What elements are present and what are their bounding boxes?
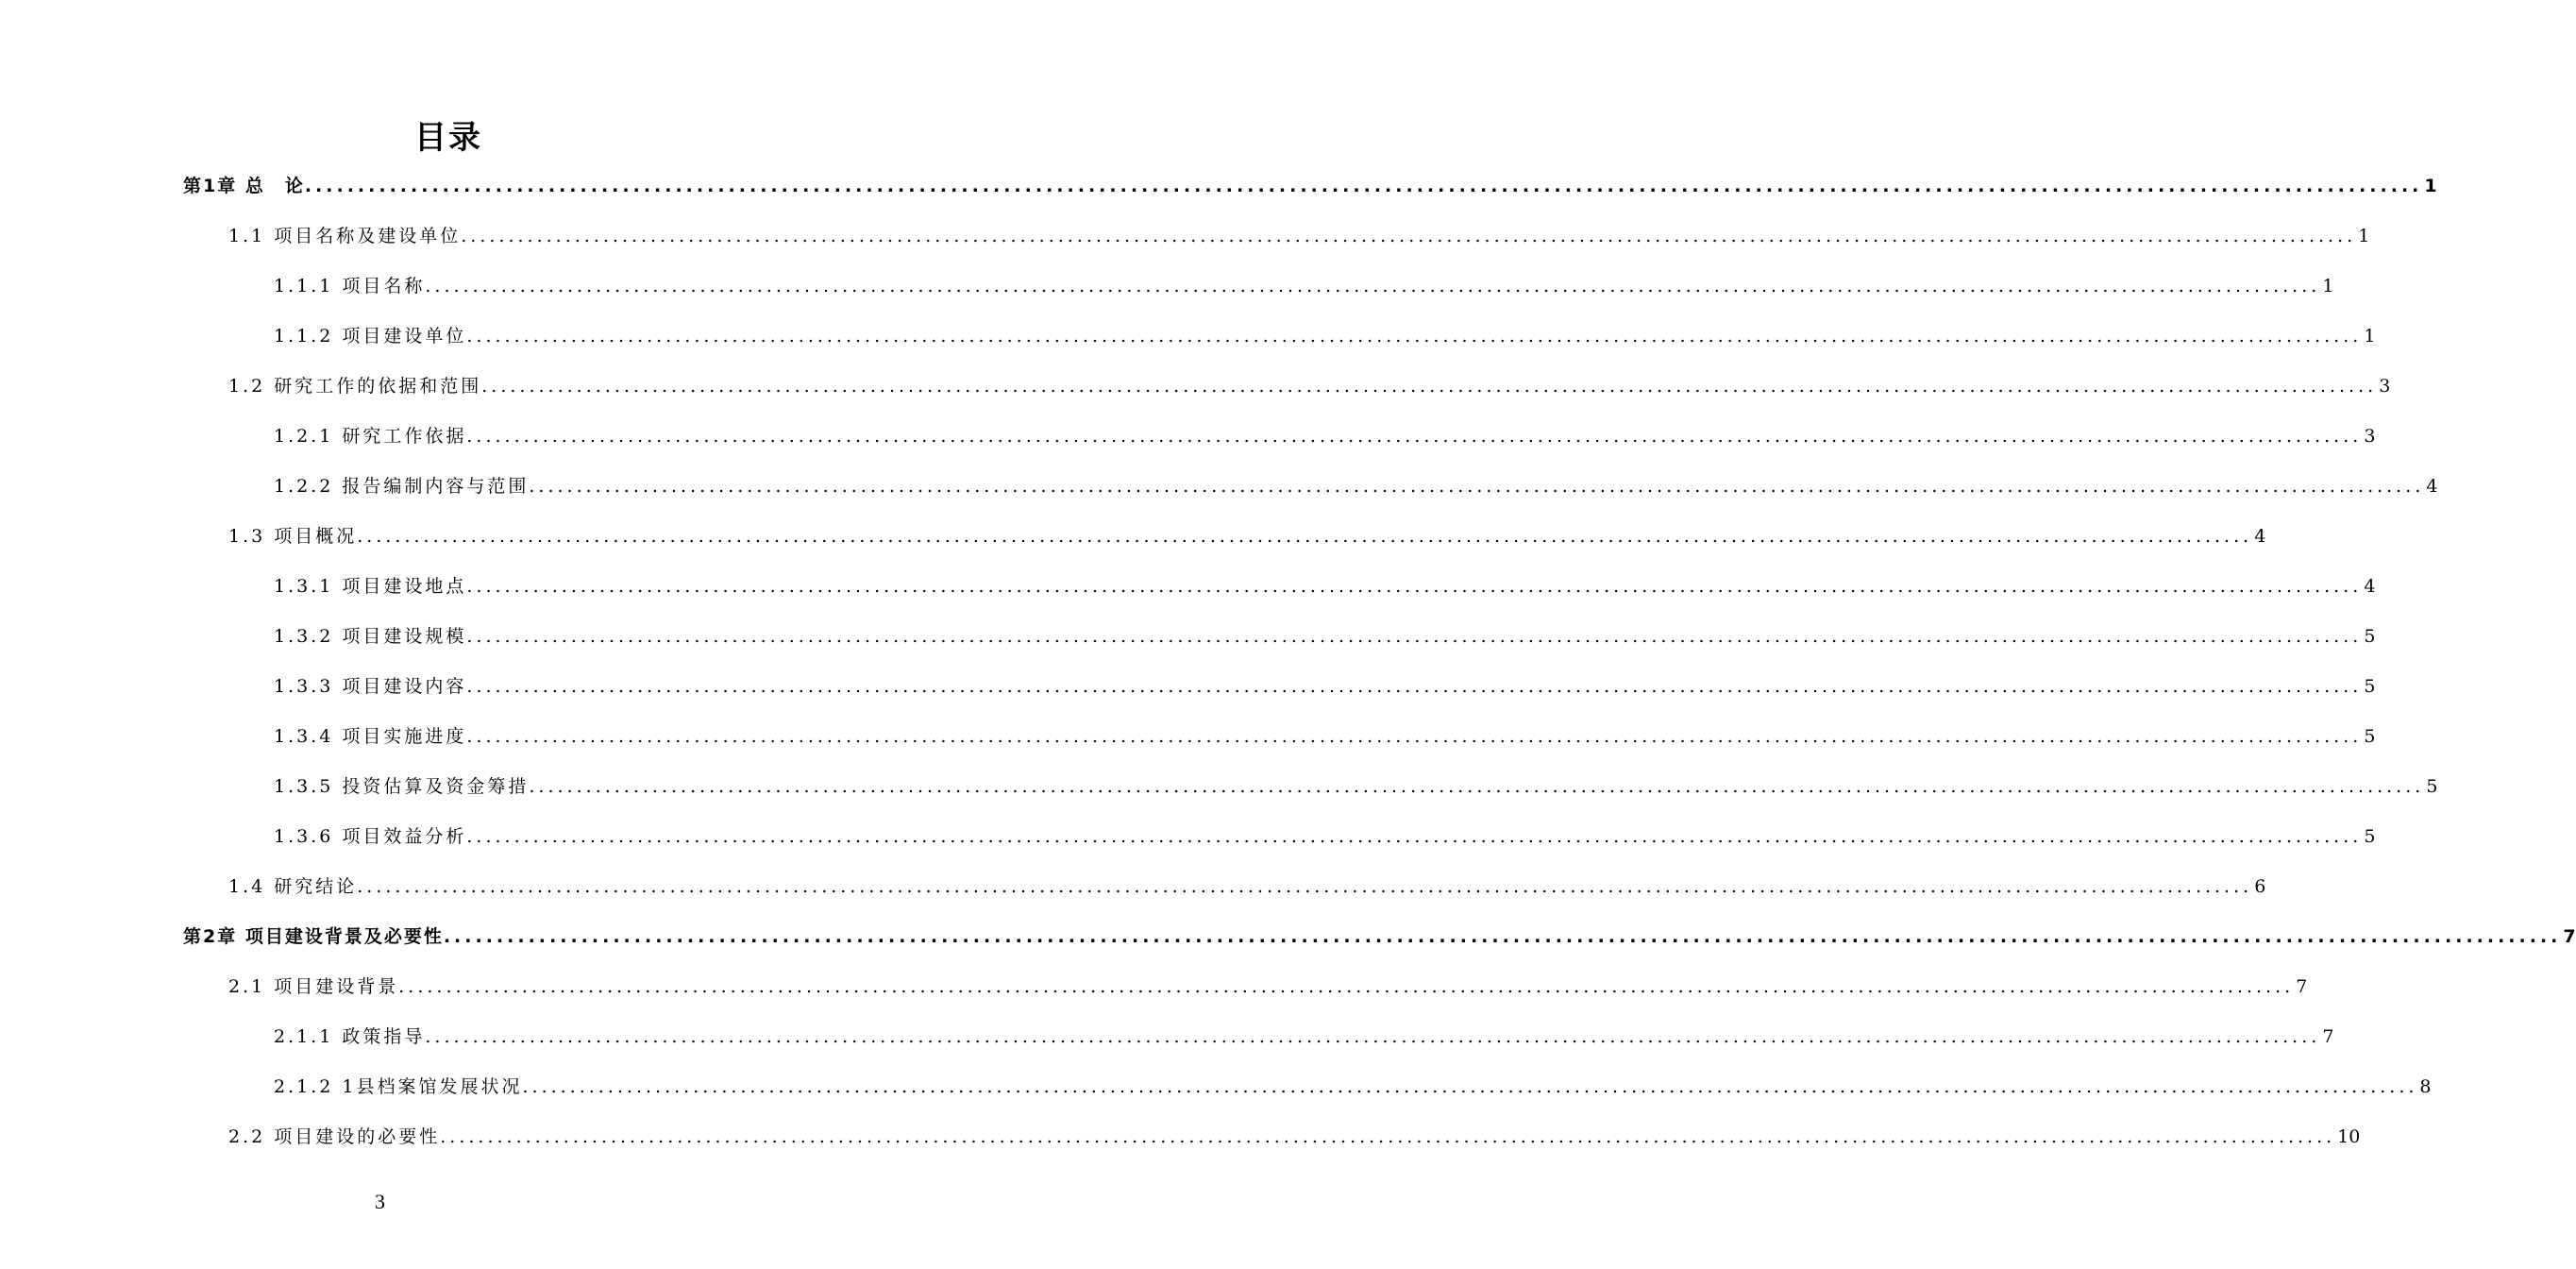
toc-entry[interactable]	[274, 672, 2376, 701]
toc-entry-label: 1.2.2 报告编制内容与范围	[274, 476, 530, 497]
toc-leader-dots: ........................................................................................................................................................................................................	[304, 176, 2423, 196]
toc-entry-label: 1.2.1 研究工作依据	[274, 426, 467, 447]
toc-chapter-entry[interactable]	[183, 922, 2576, 951]
toc-leader-dots: ........................................................................................................................................................................................................	[443, 926, 2562, 947]
toc-entry-label: 1.3.5 投资估算及资金筹措	[274, 776, 530, 797]
toc-entry[interactable]	[274, 1073, 2432, 1101]
toc-leader-dots: ........................................................................................................................................................................................................	[466, 676, 2363, 697]
toc-entry-page: 6	[2254, 876, 2266, 897]
toc-entry-page: 5	[2364, 826, 2376, 847]
toc-entry-page: 5	[2364, 626, 2376, 647]
toc-leader-dots: ........................................................................................................................................................................................................	[466, 576, 2363, 597]
page-number: 3	[375, 1190, 385, 1213]
toc-leader-dots: ........................................................................................................................................................................................................	[357, 526, 2253, 547]
toc-leader-dots: ........................................................................................................................................................................................................	[440, 1126, 2336, 1147]
toc-entry-page: 3	[2379, 376, 2391, 397]
toc-entry-label: 1.1 项目名称及建设单位	[228, 226, 462, 246]
toc-entry-page: 8	[2419, 1076, 2432, 1097]
toc-entry-page: 7	[2322, 1026, 2334, 1047]
toc-leader-dots: ........................................................................................................................................................................................................	[461, 226, 2357, 246]
toc-entry-label: 1.3.1 项目建设地点	[274, 576, 467, 597]
toc-leader-dots: ........................................................................................................................................................................................................	[529, 476, 2425, 497]
toc-entry-label: 1.3.4 项目实施进度	[274, 726, 467, 747]
toc-entry[interactable]	[274, 322, 2376, 350]
toc-entry-page: 4	[2254, 526, 2266, 547]
toc-leader-dots: ........................................................................................................................................................................................................	[425, 276, 2321, 296]
toc-title: 目录	[414, 119, 482, 157]
toc-entry-label: 1.3.3 项目建设内容	[274, 676, 467, 697]
toc-entry-label: 第1章 总 论	[183, 176, 305, 196]
toc-entry-page: 5	[2426, 776, 2438, 797]
toc-leader-dots: ........................................................................................................................................................................................................	[466, 726, 2363, 747]
toc-entry-page: 10	[2337, 1126, 2361, 1147]
toc-entry[interactable]	[228, 222, 2370, 250]
toc-entry[interactable]	[274, 272, 2334, 300]
toc-entry-page: 1	[2424, 176, 2437, 196]
toc-entry-page: 4	[2426, 476, 2438, 497]
toc-leader-dots: ........................................................................................................................................................................................................	[357, 876, 2253, 897]
toc-entry[interactable]	[274, 822, 2376, 851]
toc-entry[interactable]	[274, 1023, 2334, 1051]
toc-entry-page: 7	[2296, 976, 2308, 997]
toc-entry-label: 1.1.2 项目建设单位	[274, 326, 467, 347]
toc-entry[interactable]	[274, 722, 2376, 751]
toc-entry[interactable]	[274, 572, 2376, 601]
toc-entry[interactable]	[228, 872, 2266, 901]
toc-entry[interactable]	[274, 472, 2438, 500]
toc-entry-page: 4	[2364, 576, 2376, 597]
toc-chapter-entry[interactable]	[183, 172, 2437, 200]
toc-entry-page: 5	[2364, 676, 2376, 697]
toc-entry-page: 1	[2322, 276, 2334, 296]
toc-leader-dots: ........................................................................................................................................................................................................	[398, 976, 2295, 997]
toc-leader-dots: ........................................................................................................................................................................................................	[466, 426, 2363, 447]
toc-leader-dots: ........................................................................................................................................................................................................	[425, 1026, 2321, 1047]
toc-entry[interactable]	[274, 772, 2438, 801]
toc-entry[interactable]	[274, 622, 2376, 651]
toc-entry-label: 1.3 项目概况	[228, 526, 358, 547]
toc-leader-dots: ........................................................................................................................................................................................................	[466, 626, 2363, 647]
toc-entry-label: 1.4 研究结论	[228, 876, 358, 897]
toc-entry-label: 第2章 项目建设背景及必要性	[183, 926, 444, 947]
toc-entry-label: 2.1.2 1县档案馆发展状况	[274, 1076, 523, 1097]
toc-entry-label: 2.1.1 政策指导	[274, 1026, 426, 1047]
toc-entry-label: 2.2 项目建设的必要性	[228, 1126, 441, 1147]
toc-entry-label: 1.3.6 项目效益分析	[274, 826, 467, 847]
toc-leader-dots: ........................................................................................................................................................................................................	[466, 826, 2363, 847]
toc-entry-page: 7	[2563, 926, 2576, 947]
toc-entry[interactable]	[228, 973, 2308, 1001]
toc-entry[interactable]	[228, 1123, 2361, 1151]
toc-entry[interactable]	[228, 522, 2266, 550]
toc-entry-label: 1.3.2 项目建设规模	[274, 626, 467, 647]
toc-entry-page: 1	[2364, 326, 2376, 347]
toc-entry-page: 1	[2358, 226, 2370, 246]
toc-leader-dots: ........................................................................................................................................................................................................	[481, 376, 2378, 397]
toc-leader-dots: ........................................................................................................................................................................................................	[529, 776, 2425, 797]
toc-leader-dots: ........................................................................................................................................................................................................	[522, 1076, 2418, 1097]
toc-entry[interactable]	[274, 422, 2376, 450]
toc-leader-dots: ........................................................................................................................................................................................................	[466, 326, 2363, 347]
toc-entry-label: 1.2 研究工作的依据和范围	[228, 376, 482, 397]
toc-entry-label: 1.1.1 项目名称	[274, 276, 426, 296]
toc-entry[interactable]	[228, 372, 2391, 400]
toc-entry-page: 3	[2364, 426, 2376, 447]
toc-entry-page: 5	[2364, 726, 2376, 747]
toc-entry-label: 2.1 项目建设背景	[228, 976, 399, 997]
